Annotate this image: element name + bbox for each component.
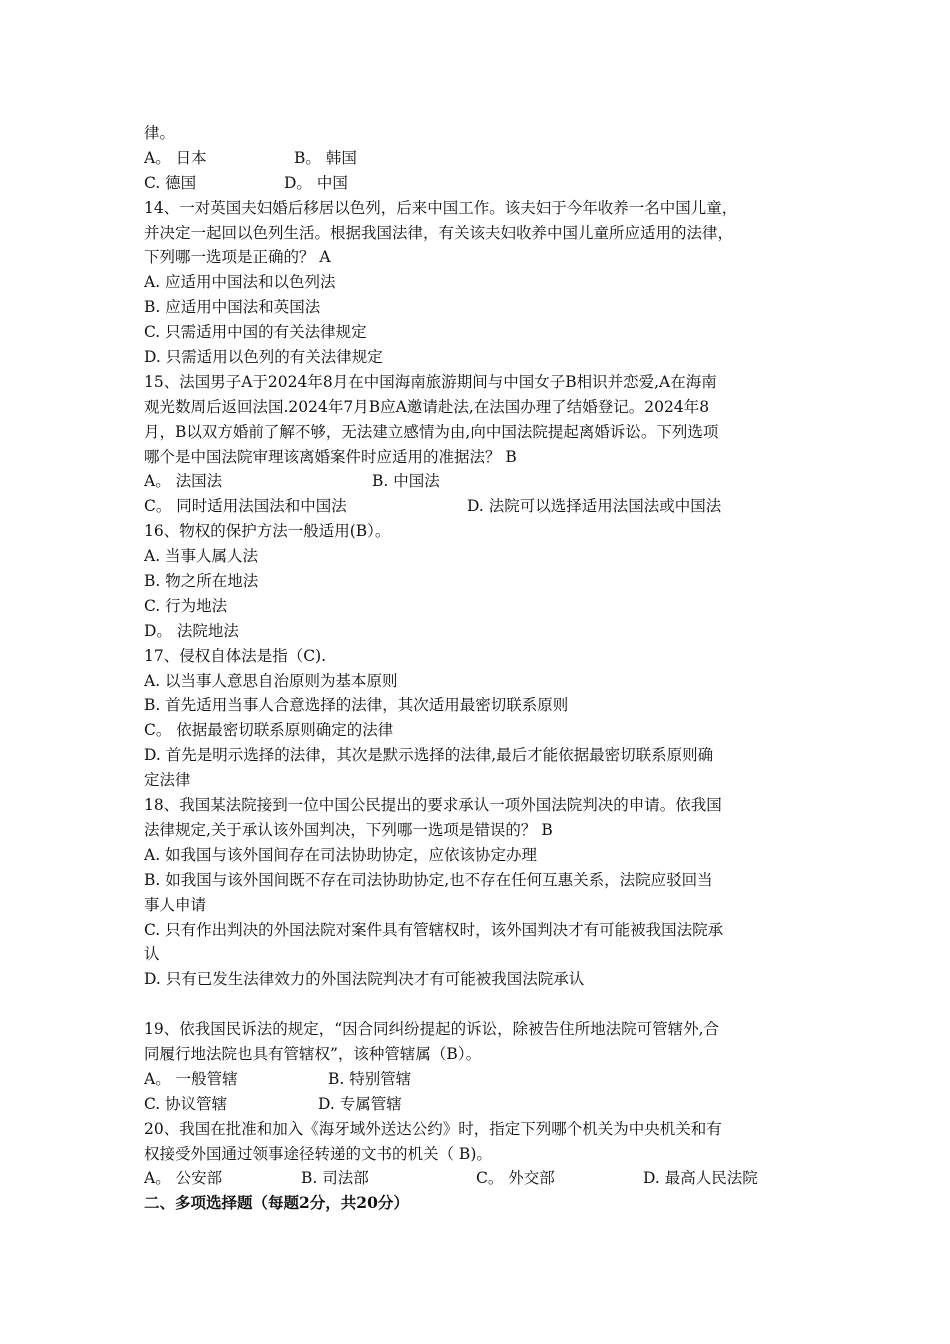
text-line: B. 物之所在地法 (144, 572, 259, 591)
options-line (144, 1092, 824, 1117)
option-item: B. 特别管辖 (328, 1069, 412, 1088)
text-line: 月，B以双方婚前了解不够，无法建立感情为由,向中国法院提起离婚诉讼。下列选项 (144, 422, 719, 441)
option-item: B。 韩国 (294, 148, 357, 167)
text-line: A. 当事人属人法 (144, 547, 259, 566)
text-line: D. 只有已发生法律效力的外国法院判决才有可能被我国法院承认 (144, 970, 585, 989)
text-line: 同履行地法院也具有管辖权”，该种管辖属（B）。 (144, 1044, 482, 1063)
text-line: 14、一对英国夫妇婚后移居以色列，后来中国工作。该夫妇于今年收养一名中国儿童， (144, 198, 738, 217)
text-line: 事人申请 (144, 895, 207, 914)
text-line: 下列哪一选项是正确的？ A (144, 248, 331, 267)
option-item: A。 一般管辖 (144, 1069, 238, 1088)
text-line: A. 以当事人意思自治原则为基本原则 (144, 671, 398, 690)
section-heading: 二、多项选择题（每题2分，共20分） (144, 1193, 409, 1213)
options-line (144, 1067, 824, 1092)
text-line: 哪个是中国法院审理该离婚案件时应适用的准据法？ B (144, 447, 517, 466)
text-line: 15、法国男子A于2024年8月在中国海南旅游期间与中国女子B相识并恋爱,A在海南 (144, 372, 717, 391)
option-item: D. 法院可以选择适用法国法或中国法 (467, 497, 722, 516)
text-line: 19、依我国民诉法的规定，“因合同纠纷提起的诉讼，除被告住所地法院可管辖外,合 (144, 1020, 720, 1039)
option-item: D. 最高人民法院 (643, 1169, 758, 1188)
text-line: D. 只需适用以色列的有关法律规定 (144, 348, 383, 367)
text-line: D. 首先是明示选择的法律，其次是默示选择的法律,最后才能依据最密切联系原则确 (144, 746, 714, 765)
text-line: 16、物权的保护方法一般适用(B）。 (144, 522, 391, 541)
option-item: B. 中国法 (372, 472, 440, 491)
text-line: B. 应适用中国法和英国法 (144, 298, 321, 317)
options-line (144, 171, 824, 196)
option-item: B. 司法部 (301, 1169, 369, 1188)
text-line: 并决定一起回以色列生活。根据我国法律，有关该夫妇收养中国儿童所应适用的法律， (144, 223, 734, 242)
option-item: A。 公安部 (144, 1169, 223, 1188)
text-line: C. 行为地法 (144, 596, 228, 615)
text-line: 20、我国在批准和加入《海牙域外送达公约》时，指定下列哪个机关为中央机关和有 (144, 1119, 722, 1138)
options-line (144, 469, 824, 494)
text-line: 律。 (144, 124, 176, 142)
option-item: D。 中国 (284, 173, 348, 192)
option-item: C. 协议管辖 (144, 1094, 228, 1113)
text-line: C. 只有作出判决的外国法院对案件具有管辖权时，该外国判决才有可能被我国法院承 (144, 920, 724, 939)
text-line: D。 法院地法 (144, 621, 239, 640)
option-item: A。 日本 (144, 148, 207, 167)
option-item: C。 外交部 (476, 1169, 555, 1188)
text-line: C。 依据最密切联系原则确定的法律 (144, 721, 394, 740)
options-line (144, 146, 824, 171)
text-line: 认 (144, 945, 160, 964)
text-line: C. 只需适用中国的有关法律规定 (144, 323, 367, 342)
option-item: D. 专属管辖 (318, 1094, 402, 1113)
text-line: 法律规定,关于承认该外国判决，下列哪一选项是错误的？ B (144, 820, 553, 839)
text-line: B. 首先适用当事人合意选择的法律，其次适用最密切联系原则 (144, 696, 569, 715)
text-line: 17、侵权自体法是指（C). (144, 646, 327, 665)
text-line: A. 如我国与该外国间存在司法协助协定，应依该协定办理 (144, 845, 538, 864)
text-line: 权接受外国通过领事途径转递的文书的机关（ B)。 (144, 1144, 492, 1163)
document-page (144, 121, 824, 1216)
option-item: C。 同时适用法国法和中国法 (144, 497, 347, 516)
option-item: C. 德国 (144, 173, 197, 192)
options-line (144, 1166, 824, 1191)
option-item: A。 法国法 (144, 472, 223, 491)
text-line: 定法律 (144, 771, 191, 790)
options-line (144, 494, 824, 519)
text-line: 观光数周后返回法国.2024年7月B应A邀请赴法,在法国办理了结婚登记。2024年8 (144, 397, 710, 416)
text-line: 18、我国某法院接到一位中国公民提出的要求承认一项外国法院判决的申请。依我国 (144, 796, 722, 815)
text-line: B. 如我国与该外国间既不存在司法协助协定,也不存在任何互惠关系，法院应驳回当 (144, 870, 713, 889)
text-line: A. 应适用中国法和以色列法 (144, 273, 336, 292)
